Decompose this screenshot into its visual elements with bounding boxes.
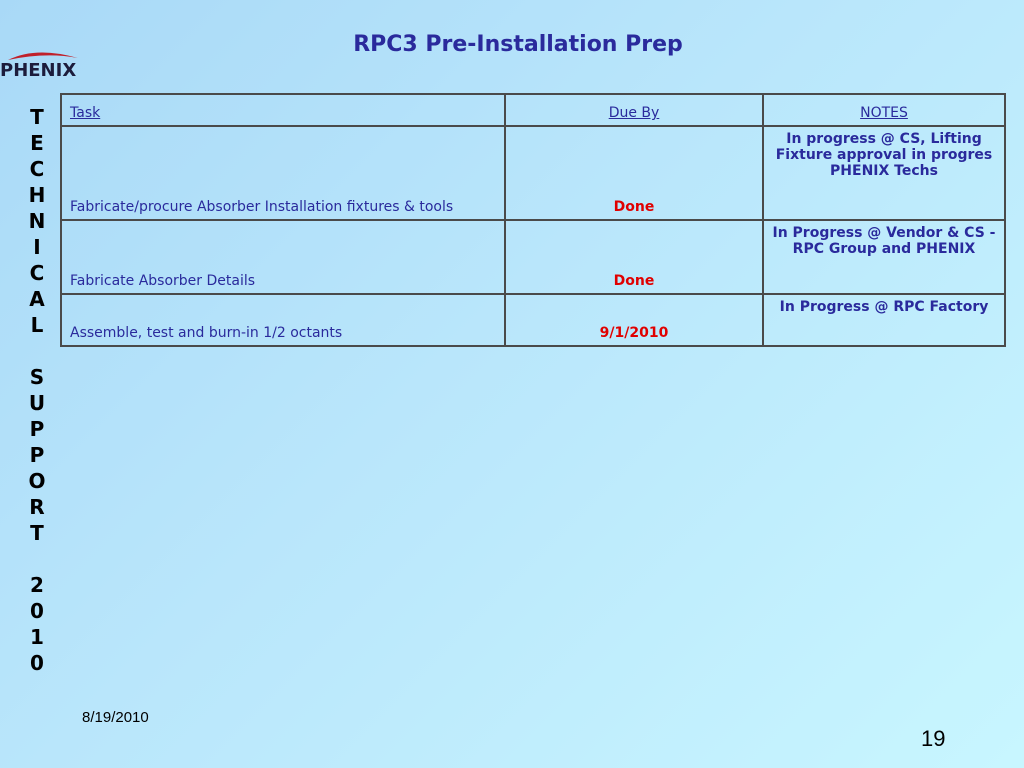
header-task: Task (61, 94, 505, 126)
side-banner-letter: C (29, 261, 45, 285)
side-banner-letter: P (29, 417, 45, 441)
notes-cell: In Progress @ Vendor & CS - RPC Group and PHENIX (763, 220, 1005, 294)
header-notes: NOTES (763, 94, 1005, 126)
side-banner-letter: O (28, 469, 46, 493)
side-banner-letter: T (30, 521, 44, 545)
side-banner-letter: 0 (30, 651, 44, 675)
notes-cell: In progress @ CS, Lifting Fixture approval in progres PHENIX Techs (763, 126, 1005, 220)
page-number: 19 (921, 726, 946, 751)
table-header-row (61, 94, 1005, 126)
table-row (61, 220, 1005, 294)
table-row (61, 294, 1005, 346)
task-cell: Fabricate Absorber Details (61, 220, 505, 294)
side-banner-letter: N (28, 209, 46, 233)
side-banner-letter: H (28, 183, 46, 207)
side-banner-letter: P (29, 443, 45, 467)
side-banner-letter: U (28, 391, 46, 415)
side-banner-letter: T (30, 105, 44, 129)
side-banner-letter: 2 (30, 573, 44, 597)
footer-date: 8/19/2010 (82, 709, 149, 726)
side-banner-letter: R (29, 495, 45, 519)
side-banner (22, 104, 52, 676)
side-banner-letter: 0 (30, 599, 44, 623)
task-table (60, 93, 1006, 347)
task-cell: Assemble, test and burn-in 1/2 octants (61, 294, 505, 346)
side-banner-letter: S (29, 365, 45, 389)
slide-title: RPC3 Pre-Installation Prep (353, 32, 683, 57)
due-by-cell: Done (505, 126, 763, 220)
side-banner-letter: C (29, 157, 45, 181)
task-cell: Fabricate/procure Absorber Installation fixtures & tools (61, 126, 505, 220)
side-banner-letter: 1 (30, 625, 44, 649)
side-banner-letter: L (30, 313, 44, 337)
due-by-cell: 9/1/2010 (505, 294, 763, 346)
side-banner-letter: E (30, 131, 44, 155)
table-row (61, 126, 1005, 220)
side-banner-letter: A (29, 287, 45, 311)
phenix-logo-text: PHENIX (0, 60, 77, 81)
side-banner-letter: I (33, 235, 41, 259)
notes-cell: In Progress @ RPC Factory (763, 294, 1005, 346)
header-due-by: Due By (505, 94, 763, 126)
due-by-cell: Done (505, 220, 763, 294)
